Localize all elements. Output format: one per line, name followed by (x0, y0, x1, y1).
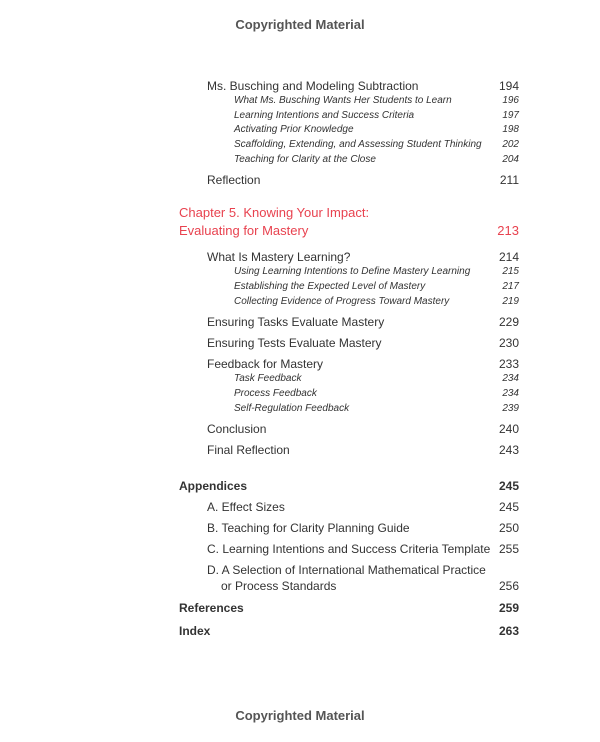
watermark-bottom: Copyrighted Material (235, 708, 365, 723)
toc-subentry-page: 219 (502, 296, 519, 307)
toc-subentry-title: What Ms. Busching Wants Her Students to Learn (234, 95, 452, 106)
toc-entry-title: Conclusion (207, 422, 267, 436)
toc-subentry[interactable] (0, 386, 600, 402)
toc-entry-title: Feedback for Mastery (207, 357, 324, 371)
toc-subentry[interactable] (0, 279, 600, 295)
toc-subentry-page: 198 (502, 124, 519, 135)
toc-entry-page: 230 (498, 336, 519, 350)
toc-subentry-title: Task Feedback (234, 373, 302, 384)
toc-entry-title: What Is Mastery Learning? (207, 250, 351, 264)
toc-entry-title: D. A Selection of International Mathematical Practice (207, 563, 486, 577)
toc-entry[interactable] (0, 249, 600, 265)
toc-entry[interactable] (0, 562, 600, 578)
toc-subentry[interactable] (0, 401, 600, 417)
watermark-top: Copyrighted Material (235, 17, 365, 32)
chapter-title-line2: Evaluating for Mastery (179, 223, 309, 238)
toc-entry[interactable] (0, 172, 600, 188)
toc-subentry-title: Teaching for Clarity at the Close (234, 154, 376, 165)
toc-subentry-page: 196 (502, 95, 519, 106)
toc-subentry[interactable] (0, 122, 600, 138)
toc-top-entry[interactable] (0, 478, 600, 494)
chapter-page: 213 (497, 223, 519, 238)
toc-entry-title: C. Learning Intentions and Success Criteria Template (207, 542, 491, 556)
toc-subentry-page: 239 (502, 403, 519, 414)
toc-top-entry-title: References (179, 601, 244, 615)
toc-entry-page: 250 (498, 521, 519, 535)
toc-entry-title: Ensuring Tests Evaluate Mastery (207, 336, 382, 350)
toc-entry-page: 240 (498, 422, 519, 436)
toc-subentry-title: Process Feedback (234, 388, 317, 399)
toc-top-entry-page: 245 (498, 479, 519, 493)
toc-top-entry-title: Index (179, 624, 211, 638)
toc-entry-page: 243 (498, 443, 519, 457)
toc-top-entry[interactable] (0, 600, 600, 616)
toc-entry-title: Reflection (207, 173, 261, 187)
toc-subentry[interactable] (0, 264, 600, 280)
toc-entry-title: Ms. Busching and Modeling Subtraction (207, 79, 419, 93)
toc-entry[interactable] (0, 442, 600, 458)
toc-entry[interactable] (0, 499, 600, 515)
toc-subentry-page: 234 (502, 373, 519, 384)
toc-entry-title: B. Teaching for Clarity Planning Guide (207, 521, 410, 535)
toc-entry-page: 211 (499, 173, 519, 187)
toc-entry-title: Final Reflection (207, 443, 290, 457)
toc-subentry-title: Self-Regulation Feedback (234, 403, 350, 414)
toc-subentry-title: Collecting Evidence of Progress Toward Mastery (234, 296, 450, 307)
toc-entry[interactable] (0, 356, 600, 372)
toc-subentry-title: Scaffolding, Extending, and Assessing Student Thinking (234, 139, 482, 150)
toc-subentry[interactable] (0, 294, 600, 310)
toc-subentry-page: 217 (502, 281, 519, 292)
chapter-heading[interactable] (0, 205, 600, 221)
toc-entry-page: 194 (498, 79, 519, 93)
toc-entry-page: 214 (498, 250, 519, 264)
toc-top-entry-title: Appendices (179, 479, 248, 493)
toc-entry-title-line2: or Process Standards (221, 579, 337, 593)
toc-subentry[interactable] (0, 152, 600, 168)
toc-subentry[interactable] (0, 371, 600, 387)
toc-entry[interactable] (0, 335, 600, 351)
toc-subentry-title: Using Learning Intentions to Define Mastery Learning (234, 266, 471, 277)
toc-subentry-page: 215 (502, 266, 519, 277)
toc-top-entry-page: 259 (498, 601, 519, 615)
chapter-heading-line2[interactable] (0, 223, 600, 239)
toc-subentry[interactable] (0, 137, 600, 153)
toc-subentry-title: Establishing the Expected Level of Mastery (234, 281, 426, 292)
toc-subentry[interactable] (0, 93, 600, 109)
toc-entry-title: Ensuring Tasks Evaluate Mastery (207, 315, 385, 329)
toc-subentry-title: Learning Intentions and Success Criteria (234, 110, 415, 121)
toc-entry[interactable] (0, 541, 600, 557)
toc-entry-title: A. Effect Sizes (207, 500, 285, 514)
chapter-title-line1: Chapter 5. Knowing Your Impact: (179, 205, 370, 220)
toc-entry-continued[interactable] (0, 578, 600, 594)
toc-entry-page: 255 (498, 542, 519, 556)
toc-entry[interactable] (0, 421, 600, 437)
toc-entry-page: 233 (498, 357, 519, 371)
toc-top-entry-page: 263 (498, 624, 519, 638)
toc-subentry-page: 234 (502, 388, 519, 399)
toc-entry[interactable] (0, 314, 600, 330)
toc-subentry-page: 204 (502, 154, 519, 165)
toc-entry[interactable] (0, 520, 600, 536)
toc-top-entry[interactable] (0, 623, 600, 639)
toc-entry[interactable] (0, 78, 600, 94)
toc-subentry-title: Activating Prior Knowledge (234, 124, 354, 135)
toc-entry-page: 256 (498, 579, 519, 593)
toc-entry-page: 229 (498, 315, 519, 329)
toc-subentry-page: 202 (502, 139, 519, 150)
toc-entry-page: 245 (498, 500, 519, 514)
toc-subentry-page: 197 (502, 110, 519, 121)
